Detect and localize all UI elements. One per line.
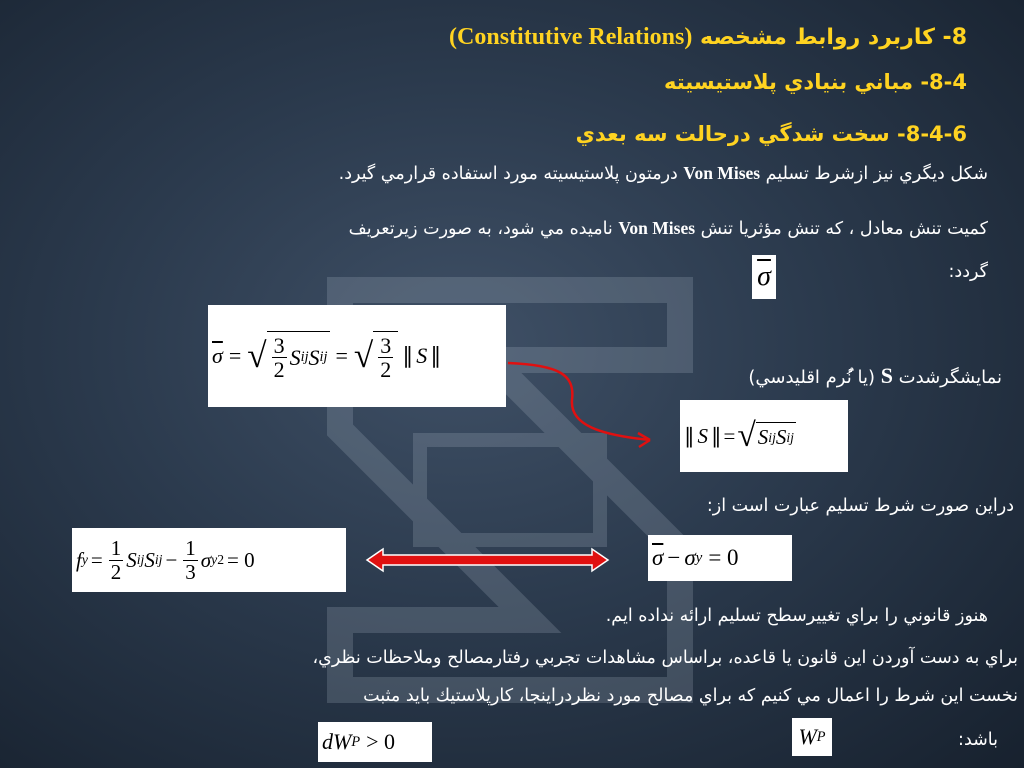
paragraph-2-after: ناميده مي شود، به صورت زيرتعريف [348,219,619,239]
heading-2: 8-4- مباني بنيادي پلاستيسيته [663,70,967,94]
eq3-frac-1 [109,537,124,582]
bottom-line-4: باشد: [958,730,998,750]
dwp-P: P [351,733,361,750]
bottom-line-2: براي به دست آوردن اين قانون يا قاعده، براساس مشاهدات تجربي رفتارمصالح وملاحظات نظري، [312,648,1018,668]
curved-arrow [500,345,670,455]
eq1-S2: S [308,344,320,370]
paragraph-1-latin: Von Mises [683,163,761,183]
eq3-sigma-sub: y [211,552,218,567]
eq1-S1-sub: ij [300,349,309,365]
heading-3: 8-4-6- سخت شدگي درحالت سه بعدي [575,122,967,146]
eq3-S1-sub: ij [136,552,145,567]
eq1-sigma-bar: $\overline{\sigma}$ [212,343,223,368]
eq2-radicand [756,422,796,450]
eq4-sigma-bar: $\overline{\sigma}$ [652,545,664,570]
eq2-S1-sub: ij [768,429,776,445]
eq1-radicand-1 [267,331,330,381]
eq1-frac-1 [272,334,287,381]
paragraph-2-before: كميت تنش معادل ، كه تنش مؤثريا تنش [695,219,988,239]
eq3-S2-sub: ij [154,552,163,567]
paragraph-1-before: شكل ديگري نيز ازشرط تسليم [760,164,988,184]
eq1-frac-2 [378,334,393,381]
bottom-line-3: نخست اين شرط را اعمال مي كنيم كه براي مصالح مورد نظردراينجا، كارپلاستيك بايد مثبت [363,686,1018,706]
double-arrow [365,546,610,574]
equivalent-stress-equation [208,305,506,407]
eq1-S2-sub: ij [319,349,328,365]
plastic-work-rate-equation [318,722,432,762]
eq2-equals: = [723,423,736,448]
heading-1-arabic: 8- كاربرد روابط مشخصه [692,25,967,50]
dwp-gt-zero: > 0 [366,729,395,754]
yield-intro: دراين صورت شرط تسليم عبارت است از: [706,496,1014,516]
eq3-frac-2 [183,537,198,582]
eq1-norm-open: ∥ [402,343,414,368]
eq1-S1: S [289,344,301,370]
norm-label-latin: S [880,363,893,388]
paragraph-1-after: درمتون پلاستيسيته مورد استفاده قرارمي گيرد. [338,164,684,184]
bottom-line-1: هنوز قانوني را براي تغييرسطح تسليم ارائه نداده ايم. [605,606,988,626]
eq4-minus: − [667,545,681,570]
paragraph-2-continued: گردد: [948,262,988,282]
eq1-frac-1-num: 3 [273,332,285,358]
eq3-equals: = [90,547,103,572]
eq2-S2: S [775,425,787,449]
wp-P: P [816,728,826,745]
eq2-norm-open: ∥ [684,423,695,448]
eq2-radical: √ [737,417,756,455]
plastic-work-box [792,718,832,756]
yield-function-equation [72,528,346,592]
eq1-radicand-2 [373,331,398,381]
eq3-f-sub: y [81,552,88,567]
eq3-frac-2-den: 3 [185,559,196,584]
eq2-norm-S: S [697,423,708,448]
sigma-bar-inline [752,255,776,299]
eq1-radical-1: √ [247,336,267,376]
eq3-f: f [76,547,82,572]
eq1-norm-close: ∥ [430,343,442,368]
eq4-sigma: σ [684,545,696,570]
paragraph-1 [339,163,988,184]
eq2-S1: S [757,425,769,449]
eq1-norm-S: S [416,343,428,368]
eq3-equals-zero: = 0 [227,547,255,572]
eq4-sigma-sub: y [695,549,703,566]
eq1-equals-1: = [228,343,242,368]
eq1-sqrt-2 [354,331,398,381]
paragraph-2 [349,218,988,239]
eq2-sqrt [737,419,796,453]
eq1-frac-2-den: 2 [380,357,392,382]
eq1-equals-2: = [335,343,348,368]
norm-label-after: (يا نُ‍ُرم اقليدسي) [748,367,881,388]
sigma-bar-symbol: $\overline{\sigma}$ [757,261,771,292]
norm-label-before: نمايشگرشدت [892,367,1002,388]
eq1-sqrt-1 [247,331,329,381]
eq4-equals-zero: = 0 [708,545,739,570]
eq1-radical-2: √ [353,336,374,376]
dwp-dW: dW [322,729,352,754]
eq2-S2-sub: ij [786,429,794,445]
wp-W: W [798,724,817,749]
eq3-S1: S [126,547,137,572]
eq3-frac-1-num: 1 [110,536,122,561]
eq3-frac-2-num: 1 [185,536,196,561]
eq3-frac-1-den: 2 [110,559,122,584]
eq3-sigma: σ [200,547,212,572]
paragraph-2-latin: Von Mises [618,218,696,238]
norm-label [748,363,1002,389]
heading-1-latin: (Constitutive Relations) [449,24,693,50]
eq1-frac-1-den: 2 [273,357,285,382]
eq1-frac-2-num: 3 [380,332,392,358]
eq3-S2: S [144,547,155,572]
eq3-minus: − [165,547,178,572]
eq2-norm-close: ∥ [711,423,722,448]
norm-equation [680,400,848,472]
eq3-sigma-sup: 2 [217,552,225,567]
heading-1 [449,24,967,51]
yield-condition-equation [648,535,792,581]
